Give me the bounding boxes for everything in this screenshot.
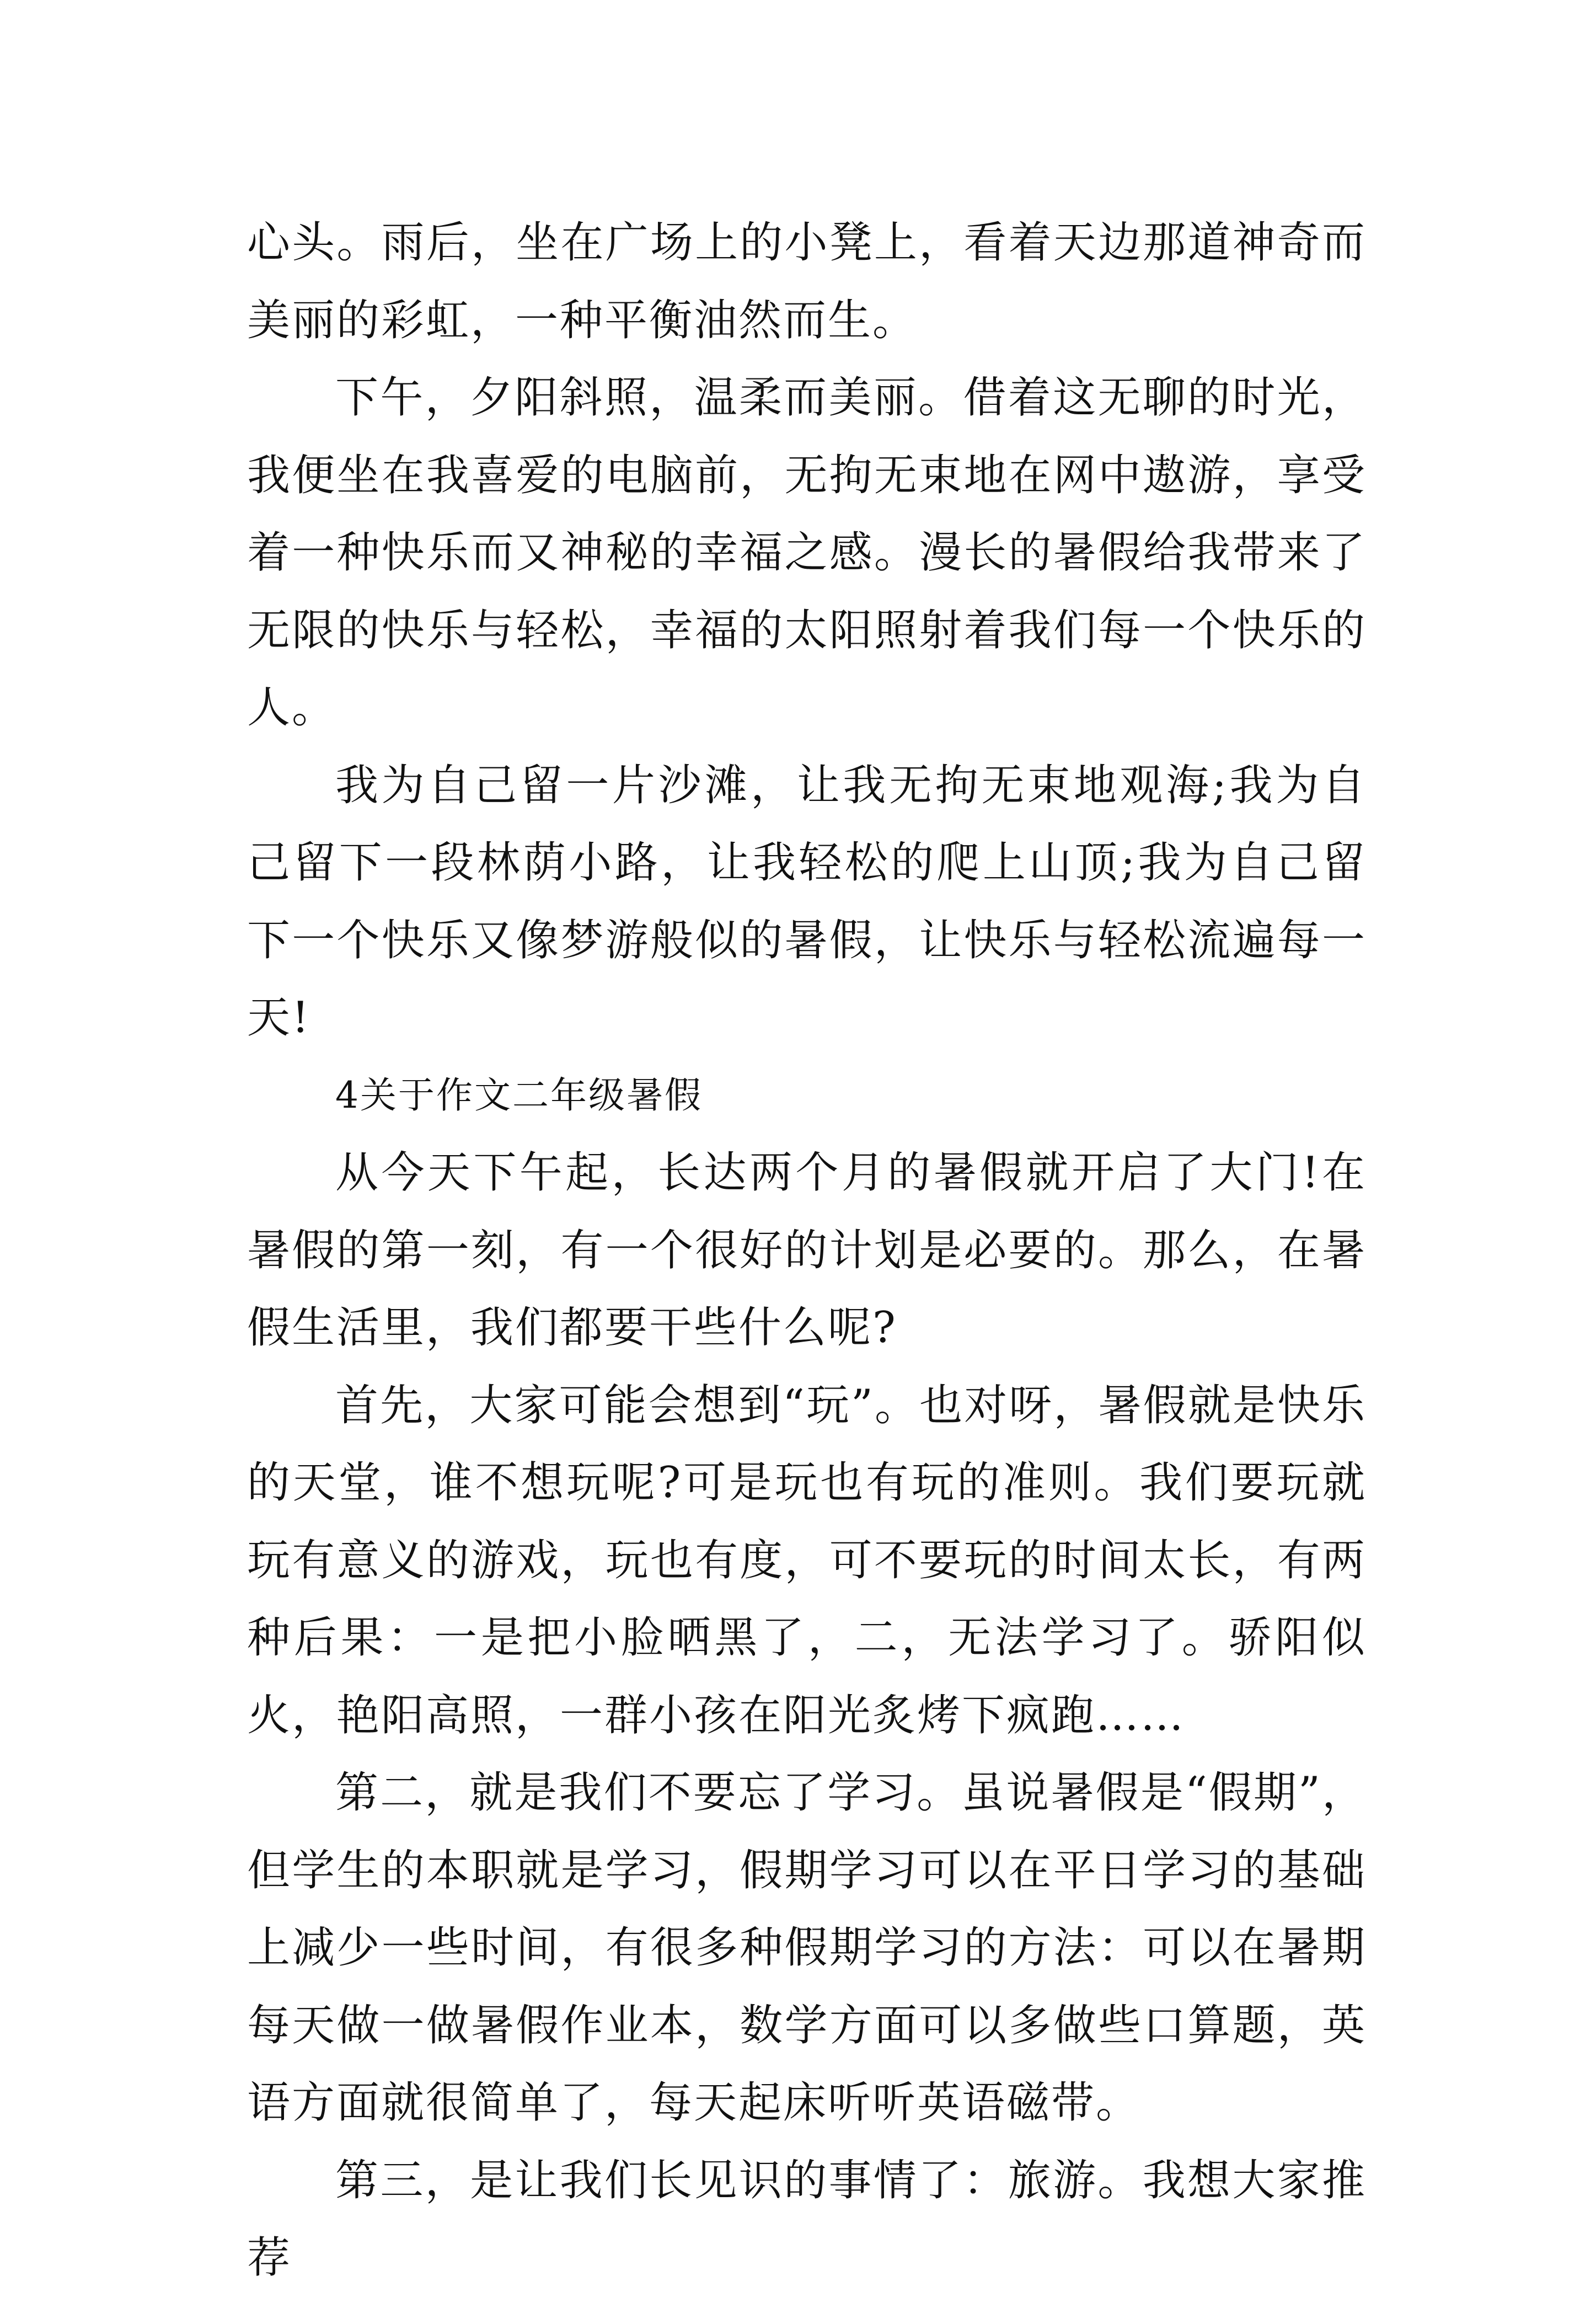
- paragraph-afternoon: 下午，夕阳斜照，温柔而美丽。借着这无聊的时光，我便坐在我喜爱的电脑前，无拘无束地在网中遨游，享受着一种快乐而又神秘的幸福之感。漫长的暑假给我带来了无限的快乐与轻松，幸福的太阳照射着我们每一个快乐的人。: [247, 373, 1367, 733]
- section-heading: 4关于作文二年级暑假: [335, 1073, 703, 1117]
- paragraph-beach: 我为自己留一片沙滩，让我无拘无束地观海;我为自己留下一段林荫小路，让我轻松的爬上山顶;我为自己留下一个快乐又像梦游般似的暑假，让快乐与轻松流遍每一天!: [247, 760, 1367, 1043]
- paragraph-continuation: 心头。雨后，坐在广场上的小凳上，看着天边那道神奇而美丽的彩虹，一种平衡油然而生。: [247, 218, 1367, 345]
- paragraph-intro: 从今天下午起，长达两个月的暑假就开启了大门!在暑假的第一刻，有一个很好的计划是必要的。那么，在暑假生活里，我们都要干些什么呢?: [247, 1148, 1367, 1353]
- paragraph-second-study: 第二，就是我们不要忘了学习。虽说暑假是“假期”，但学生的本职就是学习，假期学习可以在平日学习的基础上减少一些时间，有很多种假期学习的方法：可以在暑期每天做一做暑假作业本，数学方面可以多做些口算题，英语方面就很简单了，每天起床听听英语磁带。: [247, 1768, 1367, 2128]
- document-body: [247, 204, 1367, 2297]
- paragraph-third-travel: 第三，是让我们长见识的事情了：旅游。我想大家推荐: [247, 2155, 1367, 2283]
- paragraph-first-play: 首先，大家可能会想到“玩”。也对呀，暑假就是快乐的天堂，谁不想玩呢?可是玩也有玩的准则。我们要玩就玩有意义的游戏，玩也有度，可不要玩的时间太长，有两种后果：一是把小脸晒黑了，二，无法学习了。骄阳似火，艳阳高照，一群小孩在阳光炙烤下疯跑……: [247, 1380, 1367, 1740]
